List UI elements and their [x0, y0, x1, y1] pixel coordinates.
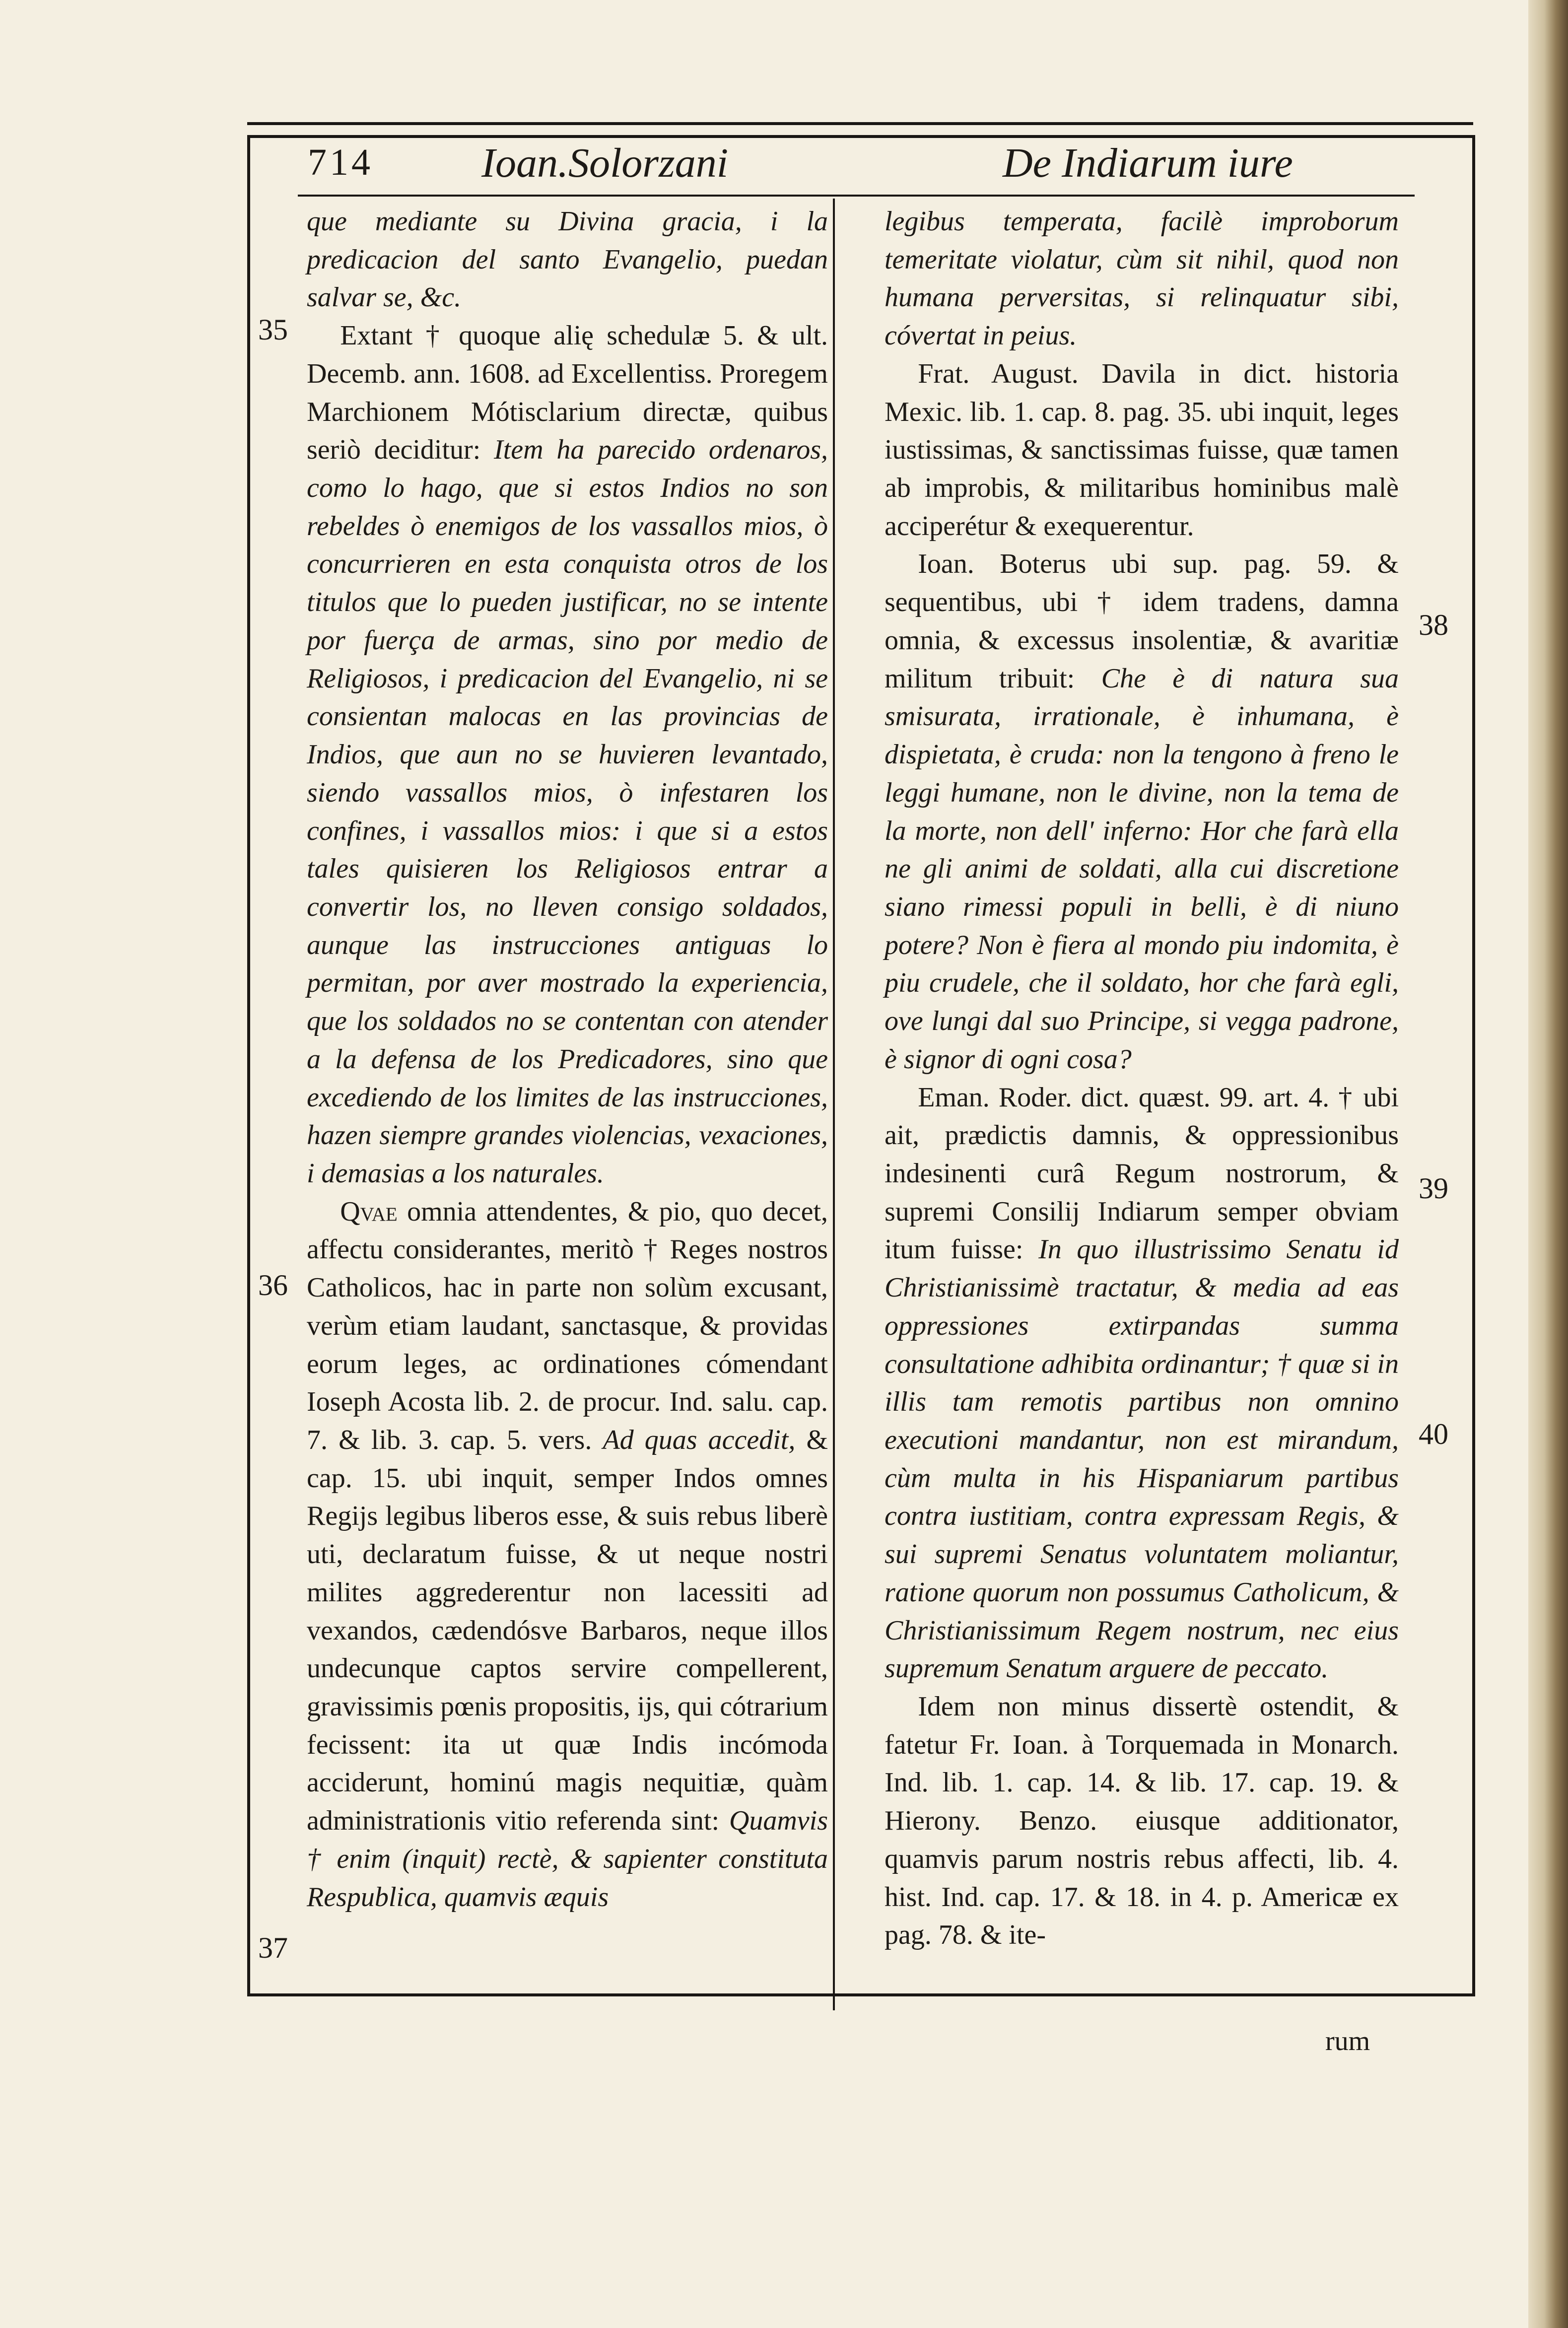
left-paragraph-3-initial: Qvae	[340, 1196, 398, 1227]
frame-top-rule	[247, 122, 1473, 125]
left-column	[307, 203, 828, 1916]
running-head-author: Ioan.Solorzani	[481, 140, 729, 186]
right-paragraph-5: Idem non minus dissertè ostendit, & fatetur Fr. Ioan. à Torquemada in Monarch. Ind. lib. 1. cap. 14. & lib. 17. cap. 19. & Hierony. Benzo. eiusque additionator, quamvis parum nostris rebus affecti, lib. 4. hist. Ind. cap. 17. & 18. in 4. p. Americæ ex pag. 78. & ite-	[885, 1691, 1399, 1951]
left-paragraph-3-italic-a: Ad quas accedit,	[603, 1425, 796, 1455]
left-paragraph-3-text-a: omnia attendentes, & pio, quo decet, affectu considerantes, meritò † Reges nostros Catholicos, hac in parte non solùm excusant, verùm etiam laudant, sanctasque, & providas eorum leges, ac ordinationes cómendant Ioseph Acosta lib. 2. de procur. Ind. salu. cap. 7. & lib. 3. cap. 5. vers.	[307, 1196, 828, 1455]
left-paragraph-1: que mediante su Divina gracia, i la predicacion del santo Evangelio, puedan salvar se, &c.	[307, 206, 828, 313]
right-paragraph-3	[885, 545, 1399, 1078]
right-paragraph-1: legibus temperata, facilè improborum temeritate violatur, cùm sit nihil, quod non humana perversitas, si relinquatur sibi, cóvertat in peius.	[885, 206, 1399, 351]
left-paragraph-2-quotation: Item ha parecido ordenaros, como lo hago, que si estos Indios no son rebeldes ò enemigos de los vassallos mios, ò concurrieren en esta conquista otros de los titulos que lo pueden justificar, no se intente por fuerça de armas, sino por medio de Religiosos, i predicacion del Evangelio, ni se consientan malocas en las provincias de Indios, que aun no se huvieren levantado, siendo vassallos mios, ò infestaren los confines, i vassallos mios: i que si a estos tales quisieren los Religiosos entrar a convertir los, no lleven consigo soldados, aunque las instrucciones antiguas lo permitan, por aver mostrado la experiencia, que los soldados no se contentan con atender a la defensa de los Predicadores, sino que excediendo de los limites de las instrucciones, hazen siempre grandes violencias, vexaciones, i demasias a los naturales.	[307, 434, 828, 1189]
page-header	[308, 137, 1449, 197]
right-paragraph-2: Frat. August. Davila in dict. historia Mexic. lib. 1. cap. 8. pag. 35. ubi inquit, leges iustissimas, & sanctissimas fuisse, quæ tamen ab improbis, & militaribus hominibus malè acciperétur & exequerentur.	[885, 358, 1399, 542]
header-rule	[298, 195, 1415, 197]
margin-number-39: 39	[1419, 1172, 1448, 1205]
right-paragraph-3-text: Ioan. Boterus ubi sup. pag. 59. & sequentibus, ubi † idem tradens, damna omnia, & excessus insolentiæ, & avaritiæ militum tribuit:	[885, 548, 1399, 694]
left-paragraph-3-italic-b: Quamvis † enim (inquit) rectè, & sapienter constituta Respublica, quamvis æquis	[307, 1805, 828, 1913]
left-paragraph-3-text-b: & cap. 15. ubi inquit, semper Indos omnes Regijs legibus liberos esse, & suis rebus liberè uti, declaratum fuisse, & ut neque nostri milites aggrederentur non lacessiti ad vexandos, cædendósve Barbaros, neque illos undecunque captos servire compellerent, gravissimis pœnis propositis, ijs, qui cótrarium fecissent: ita ut quæ Indis incómoda acciderunt, hominú magis nequitiæ, quàm administrationis vitio referenda sint:	[307, 1425, 828, 1837]
margin-number-37: 37	[258, 1931, 288, 1964]
margin-number-36: 36	[258, 1269, 288, 1301]
page-number: 714	[308, 141, 373, 183]
right-column	[885, 203, 1399, 1954]
margin-number-40: 40	[1419, 1418, 1448, 1450]
column-divider	[833, 199, 835, 2010]
catchword: rum	[1325, 2026, 1370, 2056]
margin-number-38: 38	[1419, 609, 1448, 641]
margin-number-35: 35	[258, 313, 288, 346]
left-paragraph-3	[307, 1193, 828, 1917]
right-paragraph-4-quotation: In quo illustrissimo Senatu id Christianissimè tractatur, & media ad eas oppressiones extirpandas summa consultatione adhibita ordinantur; † quæ si in illis tam remotis partibus non omnino executioni mandantur, non est mirandum, cùm multa in his Hispaniarum partibus contra iustitiam, contra expressam Regis, & sui supremi Senatus voluntatem moliantur, ratione quorum non possumus Catholicum, & Christianissimum Regem nostrum, nec eius supremum Senatum arguere de peccato.	[885, 1234, 1399, 1684]
book-binding-edge	[1528, 0, 1568, 2328]
left-paragraph-2-text: Extant † quoque alię schedulæ 5. & ult. Decemb. ann. 1608. ad Excellentiss. Proregem Marchionem Mótisclarium directæ, quibus seriò deciditur:	[307, 320, 828, 466]
right-paragraph-4-text: Eman. Roder. dict. quæst. 99. art. 4. † ubi ait, prædictis damnis, & oppressionibus indesinenti curâ Regum nostrorum, & supremi Consilij Indiarum semper obviam itum fuisse:	[885, 1082, 1399, 1265]
right-paragraph-3-quotation: Che è di natura sua smisurata, irrationale, è inhumana, è dispietata, è cruda: non la tengono à freno le leggi humane, non le divine, non la tema de la morte, non dell' inferno: Hor che farà ella ne gli animi de soldati, alla cui discretione siano rimessi populi in belli, è di niuno potere? Non è fiera al mondo piu indomita, è piu crudele, che il soldato, hor che farà egli, ove lungi dal suo Principe, si vegga padrone, è signor di ogni cosa?	[885, 663, 1399, 1075]
right-paragraph-4	[885, 1079, 1399, 1688]
left-paragraph-2	[307, 317, 828, 1193]
running-head-title: De Indiarum iure	[1003, 140, 1293, 186]
